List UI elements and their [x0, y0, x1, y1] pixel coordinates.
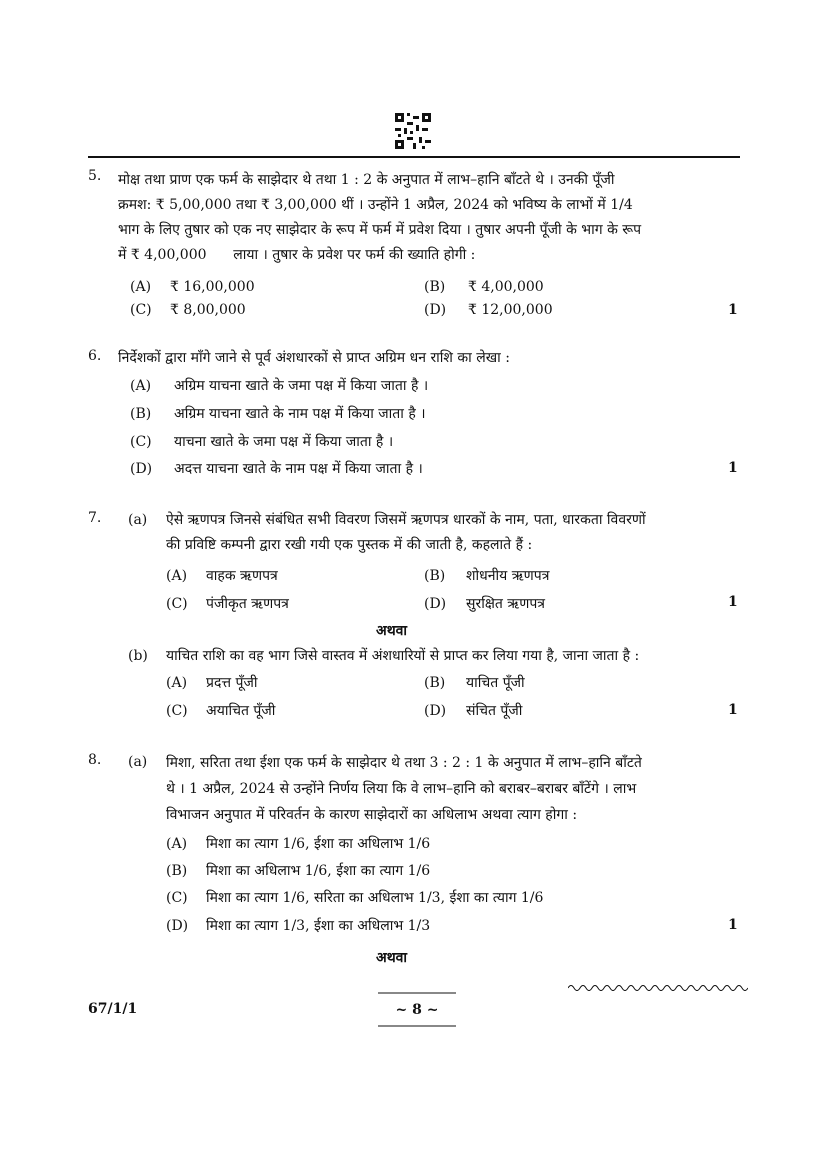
- text-line: थे । 1 अप्रैल, 2024 से उन्होंने निर्णय लिया कि वे लाभ–हानि को बराबर–बराबर बाँटेंगे । लाभ: [166, 781, 637, 797]
- text-line: में ₹ 4,00,000 लाया । तुषार के प्रवेश पर फर्म की ख्याति होगी :: [118, 247, 476, 263]
- question-number: 6.: [88, 348, 102, 364]
- question-text: [166, 750, 706, 828]
- option-key: (B): [130, 406, 152, 422]
- option-key: (A): [166, 836, 188, 852]
- or-separator: अथवा: [376, 950, 408, 966]
- text-line: मोक्ष तथा प्राण एक फर्म के साझेदार थे तथा 1 : 2 के अनुपात में लाभ–हानि बाँटते थे । उनकी पूँजी: [118, 172, 615, 188]
- option-text: मिशा का त्याग 1/6, सरिता का अधिलाभ 1/3, ईशा का त्याग 1/6: [206, 890, 544, 906]
- option-key: (A): [130, 378, 152, 394]
- marks: 1: [728, 594, 738, 610]
- option-key: (C): [130, 302, 152, 318]
- option-key: (D): [130, 461, 153, 477]
- text-line: विभाजन अनुपात में परिवर्तन के कारण साझेदारों का अधिलाभ अथवा त्याग होगा :: [166, 807, 578, 823]
- option-text: ₹ 12,00,000: [468, 302, 553, 318]
- question-number: 5.: [88, 168, 102, 184]
- option-key: (C): [166, 703, 188, 719]
- option-text: अग्रिम याचना खाते के जमा पक्ष में किया जाता है ।: [174, 378, 429, 394]
- text-line: क्रमश: ₹ 5,00,000 तथा ₹ 3,00,000 थीं । उन्होंने 1 अप्रैल, 2024 को भविष्य के लाभों में 1/4: [118, 197, 633, 213]
- option-text: अग्रिम याचना खाते के नाम पक्ष में किया जाता है ।: [174, 406, 426, 422]
- page-number: ~ 8 ~: [395, 1002, 439, 1018]
- part-label: (a): [128, 512, 148, 528]
- qr-code-icon: [395, 113, 431, 149]
- header-rule: [88, 156, 740, 158]
- option-text: मिशा का त्याग 1/6, ईशा का अधिलाभ 1/6: [206, 836, 431, 852]
- option-key: (B): [424, 675, 446, 691]
- option-key: (C): [166, 596, 188, 612]
- option-text: मिशा का अधिलाभ 1/6, ईशा का त्याग 1/6: [206, 863, 431, 879]
- option-key: (D): [424, 596, 447, 612]
- option-key: (A): [166, 568, 188, 584]
- question-text: याचित राशि का वह भाग जिसे वास्तव में अंशधारियों से प्राप्त कर लिया गया है, जाना जाता है :: [166, 648, 640, 664]
- option-text: प्रदत्त पूँजी: [206, 675, 258, 691]
- option-text: शोधनीय ऋणपत्र: [466, 568, 550, 584]
- paper-code: 67/1/1: [88, 1001, 138, 1017]
- option-text: संचित पूँजी: [466, 703, 523, 719]
- option-text: ₹ 8,00,000: [170, 302, 246, 318]
- question-text: निर्देशकों द्वारा माँगे जाने से पूर्व अंशधारकों से प्राप्त अग्रिम धन राशि का लेखा :: [118, 350, 510, 366]
- marks: 1: [728, 302, 738, 318]
- option-text: सुरक्षित ऋणपत्र: [466, 596, 546, 612]
- option-text: ₹ 16,00,000: [170, 279, 255, 295]
- question-number: 7.: [88, 510, 102, 526]
- marks: 1: [728, 460, 738, 476]
- question-number: 8.: [88, 752, 102, 768]
- text-line: मिशा, सरिता तथा ईशा एक फर्म के साझेदार थे तथा 3 : 2 : 1 के अनुपात में लाभ–हानि बाँटते: [166, 755, 642, 771]
- option-text: याचना खाते के जमा पक्ष में किया जाता है ।: [174, 434, 394, 450]
- marks: 1: [728, 917, 738, 933]
- option-key: (D): [424, 302, 447, 318]
- option-key: (A): [130, 279, 152, 295]
- part-label: (b): [128, 648, 148, 664]
- option-key: (B): [166, 863, 188, 879]
- question-text: [166, 508, 706, 558]
- option-key: (B): [424, 568, 446, 584]
- option-text: अदत्त याचना खाते के नाम पक्ष में किया जाता है ।: [174, 461, 423, 477]
- option-key: (B): [424, 279, 446, 295]
- option-key: (D): [424, 703, 447, 719]
- option-text: अयाचित पूँजी: [206, 703, 276, 719]
- option-text: मिशा का त्याग 1/3, ईशा का अधिलाभ 1/3: [206, 918, 431, 934]
- option-text: ₹ 4,00,000: [468, 279, 544, 295]
- wavy-line: [568, 982, 748, 994]
- marks: 1: [728, 702, 738, 718]
- option-key: (D): [166, 918, 189, 934]
- page-number-rule-bottom: [378, 1025, 456, 1027]
- text-line: भाग के लिए तुषार को एक नए साझेदार के रूप में फर्म में प्रवेश दिया । तुषार अपनी पूँजी के भाग के रूप: [118, 222, 642, 238]
- or-separator: अथवा: [376, 623, 408, 639]
- text-line: ऐसे ऋणपत्र जिनसे संबंधित सभी विवरण जिसमें ऋणपत्र धारकों के नाम, पता, धारकता विवरणों: [166, 512, 646, 528]
- option-key: (C): [166, 890, 188, 906]
- option-text: वाहक ऋणपत्र: [206, 568, 278, 584]
- question-text: [118, 168, 708, 268]
- option-text: याचित पूँजी: [466, 675, 525, 691]
- text-line: की प्रविष्टि कम्पनी द्वारा रखी गयी एक पुस्तक में की जाती है, कहलाते हैं :: [166, 537, 533, 553]
- option-text: पंजीकृत ऋणपत्र: [206, 596, 289, 612]
- option-key: (A): [166, 675, 188, 691]
- page-number-rule-top: [378, 992, 456, 994]
- option-key: (C): [130, 434, 152, 450]
- part-label: (a): [128, 754, 148, 770]
